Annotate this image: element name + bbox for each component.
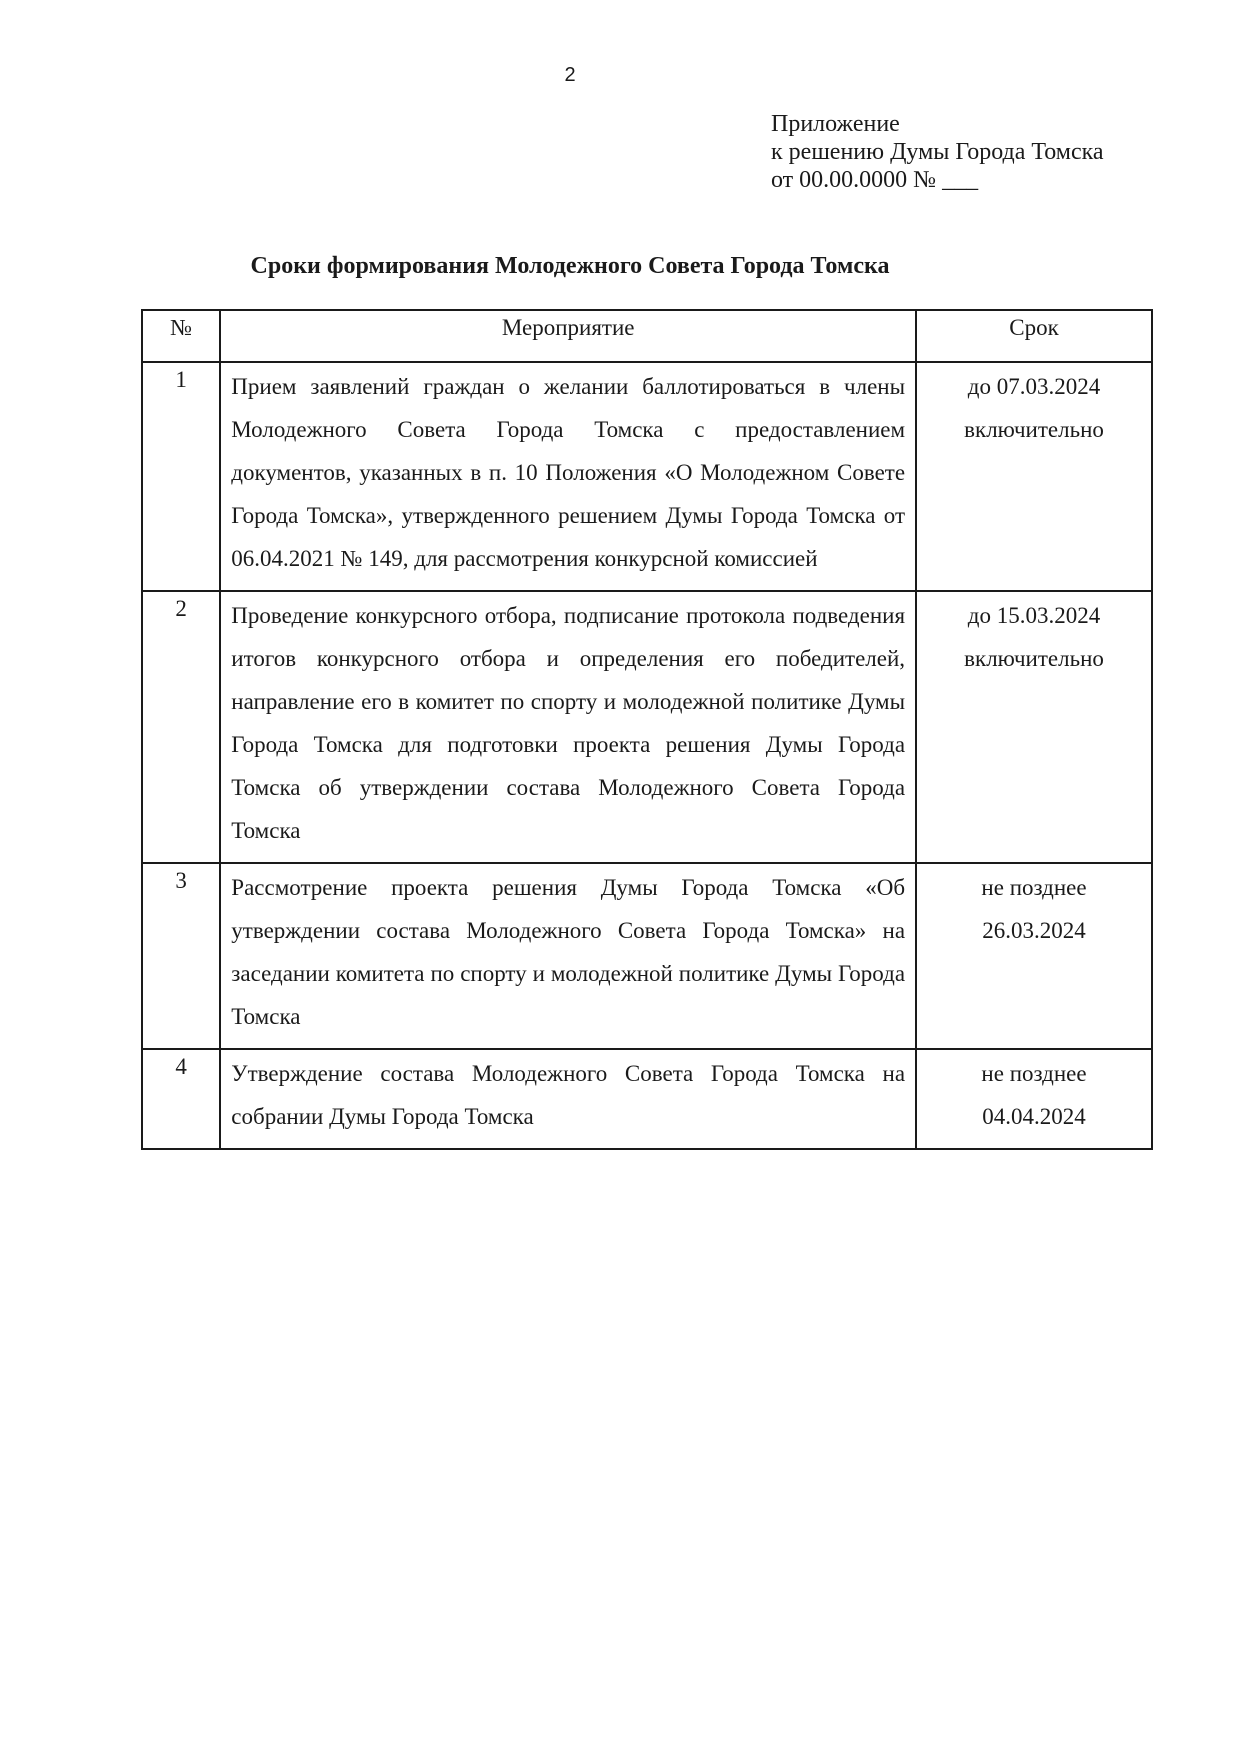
table-row xyxy=(142,591,1152,863)
row-number: 2 xyxy=(142,591,220,863)
row-term xyxy=(916,362,1152,591)
row-event: Рассмотрение проекта решения Думы Города Томска «Об утверждении состава Молодежного Совета Города Томска» на заседании комитета по спорту и молодежной политике Думы Города Томска xyxy=(220,863,916,1049)
appendix-line-1: Приложение xyxy=(771,111,900,137)
header-number: № xyxy=(142,310,220,362)
page-number: 2 xyxy=(564,64,576,86)
appendix-block xyxy=(771,110,1104,194)
row-term-line-1: до 15.03.2024 xyxy=(967,603,1101,628)
row-term-line-1: не позднее xyxy=(981,875,1087,900)
row-term-line-1: не позднее xyxy=(981,1061,1087,1086)
row-term xyxy=(916,591,1152,863)
row-number: 4 xyxy=(142,1049,220,1149)
row-event: Утверждение состава Молодежного Совета Города Томска на собрании Думы Города Томска xyxy=(220,1049,916,1149)
table-row xyxy=(142,1049,1152,1149)
row-term xyxy=(916,1049,1152,1149)
document-title: Сроки формирования Молодежного Совета Города Томска xyxy=(250,253,890,279)
row-number: 3 xyxy=(142,863,220,1049)
header-term: Срок xyxy=(916,310,1152,362)
table-row xyxy=(142,863,1152,1049)
row-number: 1 xyxy=(142,362,220,591)
row-term-line-2: 04.04.2024 xyxy=(982,1104,1086,1129)
row-term-line-2: включительно xyxy=(964,417,1104,442)
row-term-line-2: включительно xyxy=(964,646,1104,671)
appendix-line-2: к решению Думы Города Томска xyxy=(771,139,1104,165)
table-row xyxy=(142,362,1152,591)
row-term-line-2: 26.03.2024 xyxy=(982,918,1086,943)
appendix-line-3: от 00.00.0000 № ___ xyxy=(771,167,979,193)
schedule-table xyxy=(141,309,1153,1150)
row-term xyxy=(916,863,1152,1049)
table-header-row xyxy=(142,310,1152,362)
row-term-line-1: до 07.03.2024 xyxy=(967,374,1101,399)
header-event: Мероприятие xyxy=(220,310,916,362)
row-event: Прием заявлений граждан о желании баллотироваться в члены Молодежного Совета Города Томска с предоставлением документов, указанных в п. 10 Положения «О Молодежном Совете Города Томска», утвержденного решением Думы Города Томска от 06.04.2021 № 149, для рассмотрения конкурсной комиссией xyxy=(220,362,916,591)
row-event: Проведение конкурсного отбора, подписание протокола подведения итогов конкурсного отбора и определения его победителей, направление его в комитет по спорту и молодежной политике Думы Города Томска для подготовки проекта решения Думы Города Томска об утверждении состава Молодежного Совета Города Томска xyxy=(220,591,916,863)
